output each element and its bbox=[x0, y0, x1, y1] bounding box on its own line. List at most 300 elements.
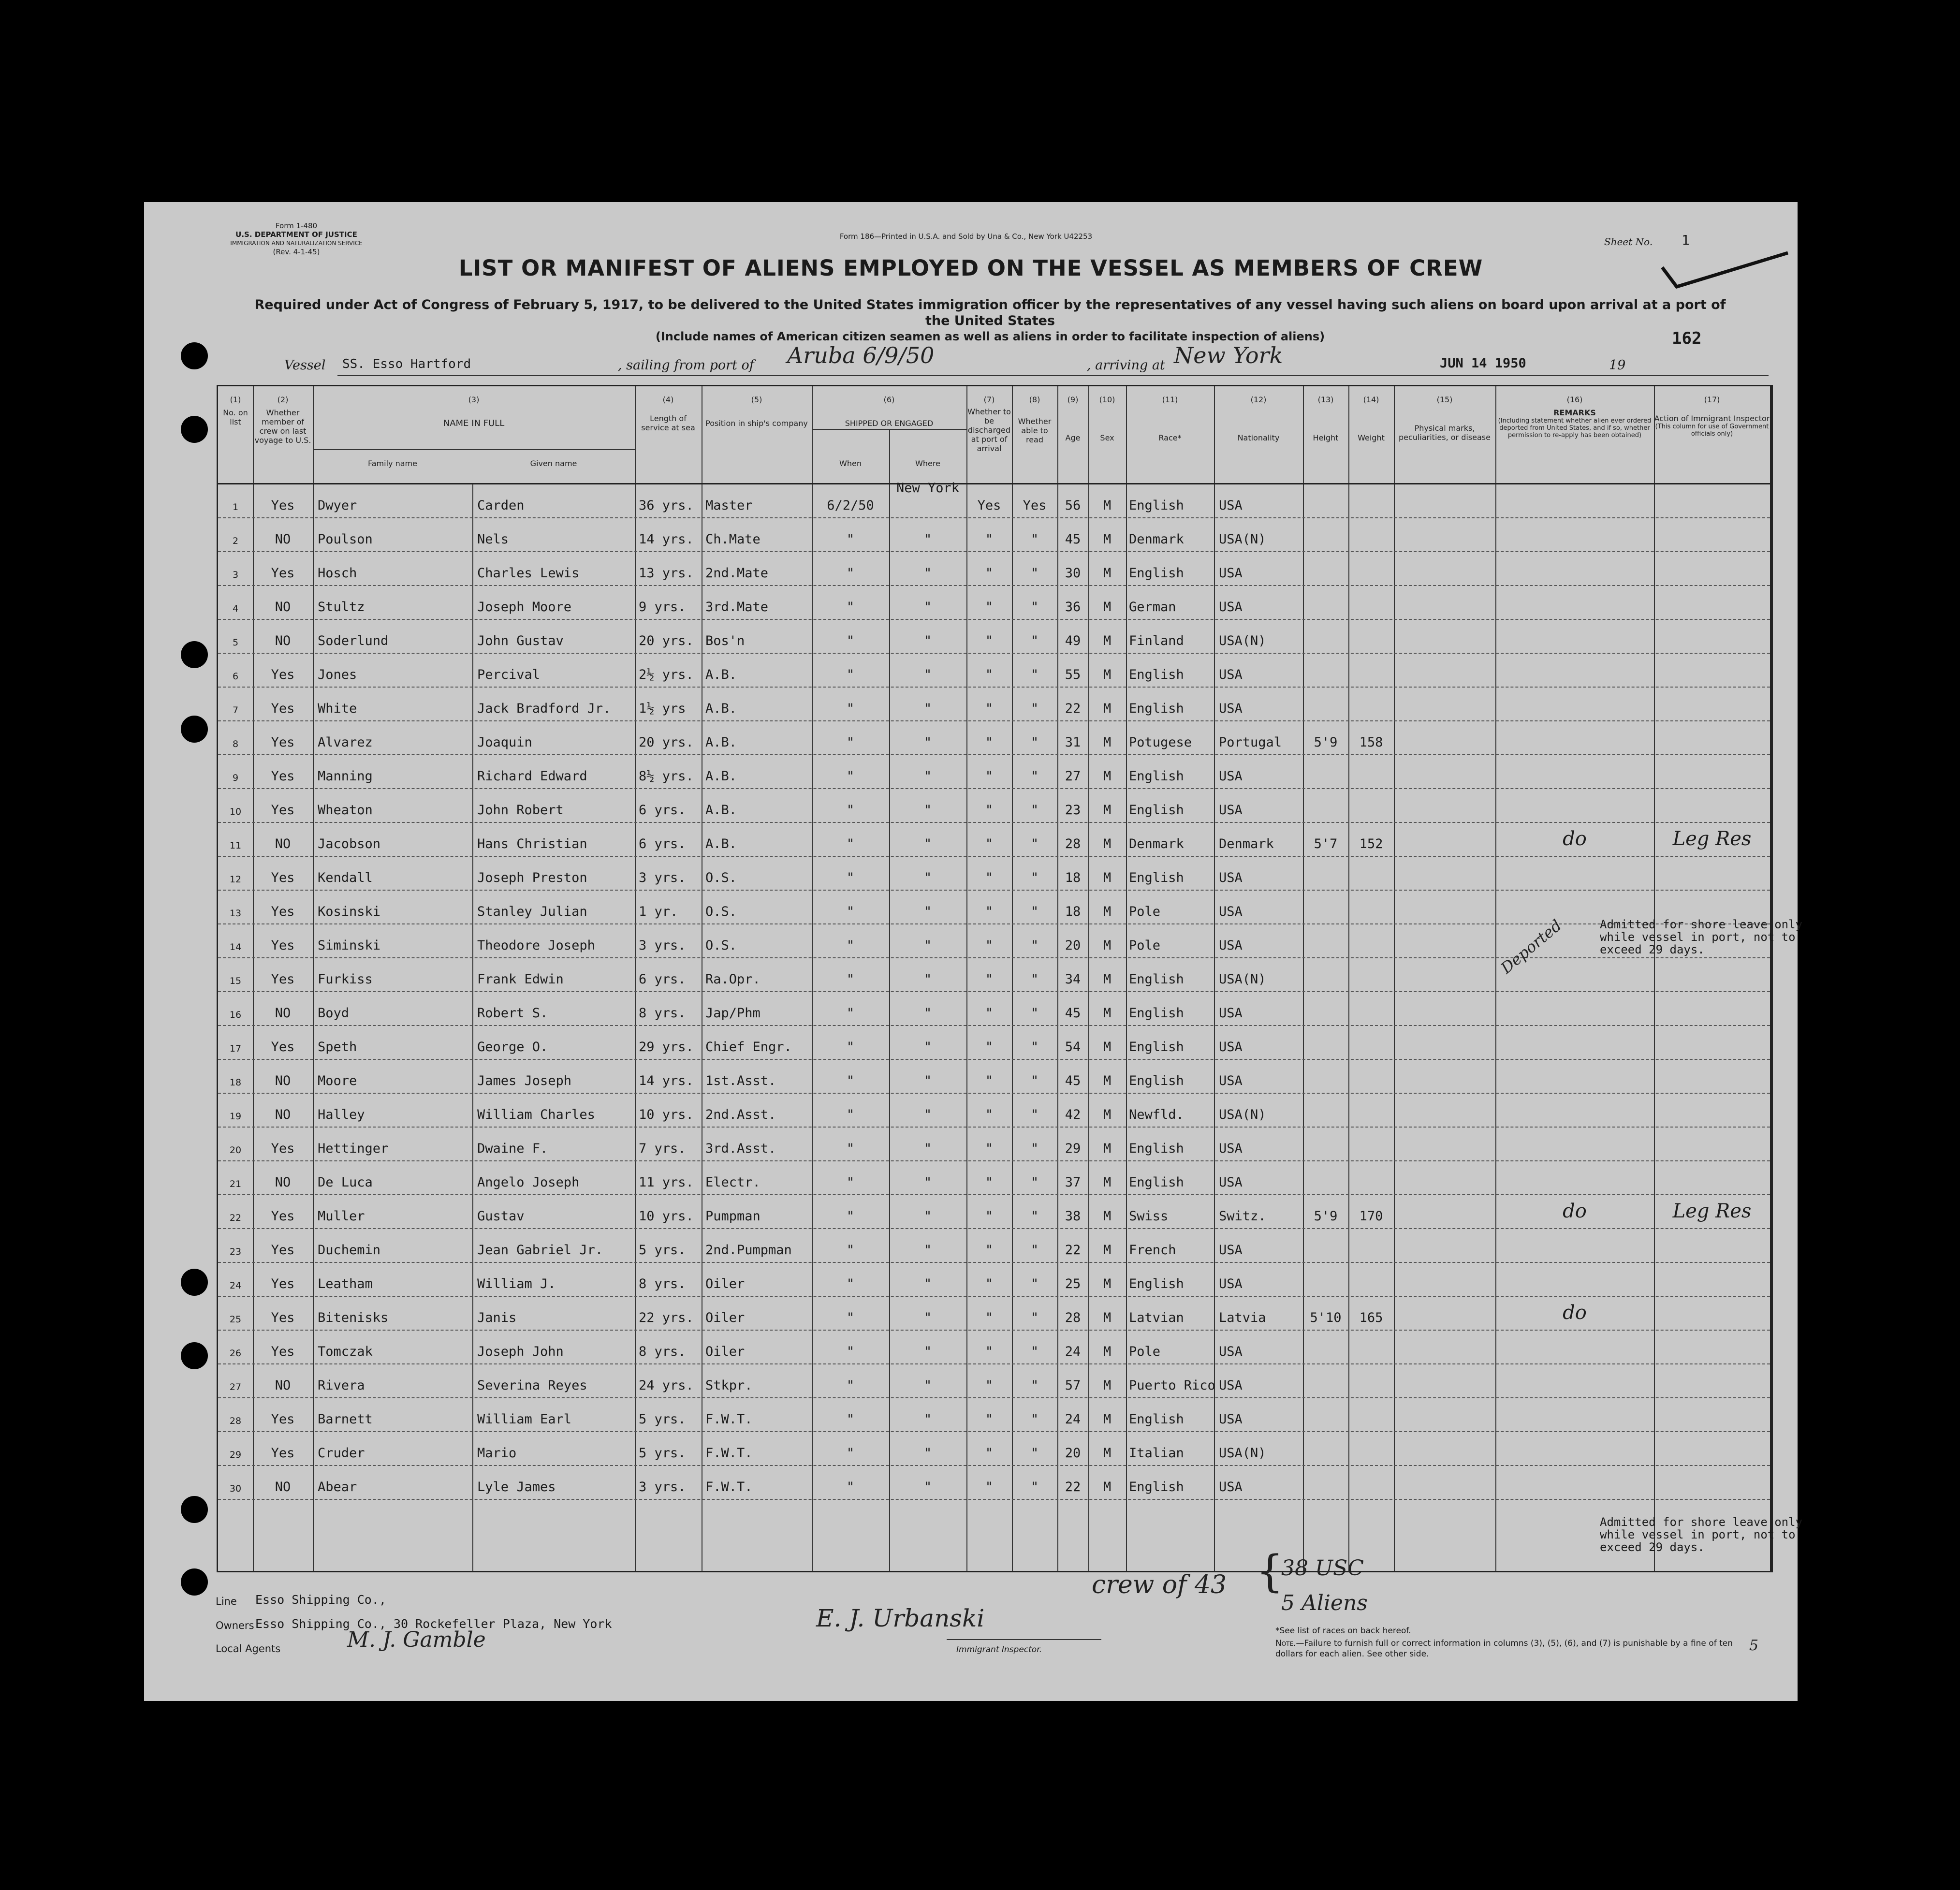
cell-where: " bbox=[923, 1344, 932, 1359]
cell-family: Tomczak bbox=[318, 1344, 373, 1359]
cell-read: " bbox=[1030, 566, 1039, 581]
cell-nationality: Denmark bbox=[1219, 836, 1274, 851]
col1-num: (1) bbox=[230, 395, 241, 404]
col9-label: Age bbox=[1065, 433, 1081, 442]
cell-nationality: USA bbox=[1219, 769, 1243, 784]
cell-no: 15 bbox=[229, 976, 242, 986]
vessel-name: SS. Esso Hartford bbox=[342, 357, 471, 371]
cell-discharged: " bbox=[985, 1006, 994, 1021]
stamp-number: 162 bbox=[1672, 329, 1702, 348]
cell-age: 29 bbox=[1065, 1141, 1081, 1156]
owners-value: Esso Shipping Co., 30 Rockefeller Plaza, New York bbox=[255, 1617, 612, 1631]
signature-line bbox=[947, 1639, 1101, 1640]
cell-race: English bbox=[1129, 1412, 1184, 1427]
cell-prev: Yes bbox=[271, 1276, 295, 1291]
cell-when: " bbox=[846, 870, 855, 885]
cell-discharged: " bbox=[985, 1141, 994, 1156]
cell-age: 45 bbox=[1065, 1006, 1081, 1021]
cell-age: 45 bbox=[1065, 1073, 1081, 1088]
cell-service: 8 yrs. bbox=[639, 1344, 686, 1359]
cell-nationality: USA bbox=[1219, 938, 1243, 953]
races-note: *See list of races on back hereof. bbox=[1275, 1626, 1411, 1636]
cell-sex: M bbox=[1103, 1344, 1112, 1359]
table-row bbox=[218, 1128, 1770, 1161]
cell-service: 29 yrs. bbox=[639, 1040, 694, 1055]
cell-nationality: USA bbox=[1219, 1243, 1243, 1258]
cell-weight: 170 bbox=[1359, 1209, 1383, 1224]
form-header-block bbox=[207, 221, 386, 256]
cell-age: 20 bbox=[1065, 1446, 1081, 1461]
col11-label: Race* bbox=[1158, 433, 1182, 442]
page-title: LIST OR MANIFEST OF ALIENS EMPLOYED ON THE VESSEL AS MEMBERS OF CREW bbox=[458, 255, 1483, 281]
cell-age: 20 bbox=[1065, 938, 1081, 953]
col12-label: Nationality bbox=[1237, 433, 1280, 442]
cell-where: New York bbox=[896, 481, 960, 496]
corner-mark: 5 bbox=[1749, 1637, 1759, 1654]
cell-sex: M bbox=[1103, 566, 1112, 581]
punch-hole bbox=[181, 1496, 208, 1523]
cell-no: 6 bbox=[232, 671, 239, 682]
cell-race: Latvian bbox=[1129, 1310, 1184, 1325]
table-row bbox=[218, 1094, 1770, 1128]
cell-service: 2½ yrs. bbox=[639, 667, 694, 682]
cell-sex: M bbox=[1103, 1107, 1112, 1122]
cell-age: 22 bbox=[1065, 1243, 1081, 1258]
cell-read: " bbox=[1030, 1446, 1039, 1461]
cell-sex: M bbox=[1103, 600, 1112, 615]
cell-weight: 165 bbox=[1359, 1310, 1383, 1325]
cell-given: William Charles bbox=[477, 1107, 595, 1122]
cell-discharged: " bbox=[985, 633, 994, 648]
cell-sex: M bbox=[1103, 1243, 1112, 1258]
cell-race: English bbox=[1129, 870, 1184, 885]
cell-where: " bbox=[923, 1209, 932, 1224]
deported-note: Deported bbox=[1497, 916, 1565, 978]
cell-when: " bbox=[846, 1073, 855, 1088]
cell-given: William J. bbox=[477, 1276, 556, 1291]
cell-age: 57 bbox=[1065, 1378, 1081, 1393]
agents-signature: M. J. Gamble bbox=[347, 1627, 486, 1652]
cell-family: Jacobson bbox=[318, 836, 381, 851]
cell-no: 17 bbox=[229, 1043, 242, 1054]
cell-prev: NO bbox=[275, 1175, 291, 1190]
cell-service: 6 yrs. bbox=[639, 972, 686, 987]
cell-position: A.B. bbox=[705, 735, 737, 750]
cell-discharged: " bbox=[985, 1209, 994, 1224]
col2-label: Whether member of crew on last voyage to U.S. bbox=[254, 408, 311, 445]
cell-when: " bbox=[846, 1276, 855, 1291]
cell-sex: M bbox=[1103, 1378, 1112, 1393]
table-row bbox=[218, 755, 1770, 789]
cell-prev: Yes bbox=[271, 904, 295, 919]
line-value: Esso Shipping Co., bbox=[255, 1593, 386, 1607]
cell-given: Dwaine F. bbox=[477, 1141, 548, 1156]
cell-remarks: do bbox=[1563, 1200, 1587, 1222]
cell-age: 34 bbox=[1065, 972, 1081, 987]
date-stamp: JUN 14 1950 bbox=[1440, 356, 1526, 371]
col2-num: (2) bbox=[277, 395, 289, 404]
cell-service: 20 yrs. bbox=[639, 735, 694, 750]
cell-read: Yes bbox=[1023, 498, 1047, 513]
cell-position: 2nd.Asst. bbox=[705, 1107, 776, 1122]
cell-where: " bbox=[923, 1378, 932, 1393]
table-row bbox=[218, 1263, 1770, 1297]
cell-discharged: " bbox=[985, 1344, 994, 1359]
cell-nationality: Latvia bbox=[1219, 1310, 1266, 1325]
cell-race: Italian bbox=[1129, 1446, 1184, 1461]
cell-given: Severina Reyes bbox=[477, 1378, 587, 1393]
cell-when: " bbox=[846, 532, 855, 547]
col7-num: (7) bbox=[983, 395, 995, 404]
col3-num: (3) bbox=[468, 395, 480, 404]
cell-discharged: " bbox=[985, 870, 994, 885]
cell-age: 25 bbox=[1065, 1276, 1081, 1291]
cell-when: " bbox=[846, 633, 855, 648]
cell-position: F.W.T. bbox=[705, 1446, 753, 1461]
table-row bbox=[218, 1026, 1770, 1060]
col4-num: (4) bbox=[662, 395, 674, 404]
cell-discharged: " bbox=[985, 532, 994, 547]
inspector-label: Immigrant Inspector. bbox=[956, 1645, 1042, 1655]
cell-height: 5'7 bbox=[1314, 836, 1338, 851]
cell-read: " bbox=[1030, 1243, 1039, 1258]
cell-nationality: USA bbox=[1219, 904, 1243, 919]
cell-given: Richard Edward bbox=[477, 769, 587, 784]
cell-read: " bbox=[1030, 904, 1039, 919]
cell-family: Duchemin bbox=[318, 1243, 381, 1258]
cell-age: 45 bbox=[1065, 532, 1081, 547]
cell-position: Electr. bbox=[705, 1175, 761, 1190]
cell-position: A.B. bbox=[705, 803, 737, 818]
table-row bbox=[218, 789, 1770, 823]
cell-read: " bbox=[1030, 1344, 1039, 1359]
cell-discharged: " bbox=[985, 1310, 994, 1325]
cell-read: " bbox=[1030, 938, 1039, 953]
cell-race: Pole bbox=[1129, 938, 1161, 953]
col15-num: (15) bbox=[1436, 395, 1453, 404]
cell-position: O.S. bbox=[705, 870, 737, 885]
crew-aliens-note: 5 Aliens bbox=[1281, 1591, 1368, 1615]
cell-nationality: USA(N) bbox=[1219, 532, 1266, 547]
cell-age: 18 bbox=[1065, 904, 1081, 919]
cell-read: " bbox=[1030, 1276, 1039, 1291]
cell-no: 7 bbox=[232, 705, 239, 716]
table-row bbox=[218, 620, 1770, 654]
cell-sex: M bbox=[1103, 1412, 1112, 1427]
cell-prev: NO bbox=[275, 1107, 291, 1122]
cell-no: 27 bbox=[229, 1382, 242, 1392]
cell-race: English bbox=[1129, 1040, 1184, 1055]
arriving-port: New York bbox=[1174, 342, 1283, 368]
cell-prev: Yes bbox=[271, 972, 295, 987]
cell-sex: M bbox=[1103, 1006, 1112, 1021]
sheet-label: Sheet No. bbox=[1604, 236, 1653, 248]
cell-given: Angelo Joseph bbox=[477, 1175, 580, 1190]
cell-prev: Yes bbox=[271, 870, 295, 885]
cell-race: Pole bbox=[1129, 904, 1161, 919]
note-label: Note. bbox=[1275, 1639, 1296, 1648]
cell-where: " bbox=[923, 1073, 932, 1088]
cell-discharged: " bbox=[985, 972, 994, 987]
cell-position: Bos'n bbox=[705, 633, 745, 648]
cell-given: Jack Bradford Jr. bbox=[477, 701, 611, 716]
inspector-signature: E. J. Urbanski bbox=[816, 1604, 985, 1632]
brace-mark: { bbox=[1256, 1546, 1284, 1597]
cell-sex: M bbox=[1103, 1141, 1112, 1156]
cell-where: " bbox=[923, 1006, 932, 1021]
table-row bbox=[218, 992, 1770, 1026]
cell-read: " bbox=[1030, 1175, 1039, 1190]
cell-nationality: USA(N) bbox=[1219, 633, 1266, 648]
table-row bbox=[218, 1466, 1770, 1500]
cell-position: Oiler bbox=[705, 1344, 745, 1359]
sailing-label: , sailing from port of bbox=[618, 358, 754, 373]
table-row bbox=[218, 1398, 1770, 1432]
cell-service: 8 yrs. bbox=[639, 1276, 686, 1291]
cell-age: 28 bbox=[1065, 1310, 1081, 1325]
cell-family: Bitenisks bbox=[318, 1310, 389, 1325]
cell-no: 4 bbox=[232, 603, 239, 614]
col6-where-label: Where bbox=[915, 459, 940, 468]
cell-given: Hans Christian bbox=[477, 836, 587, 851]
table-row bbox=[218, 688, 1770, 721]
cell-sex: M bbox=[1103, 1276, 1112, 1291]
cell-given: Percival bbox=[477, 667, 541, 682]
cell-nationality: USA bbox=[1219, 600, 1243, 615]
cell-discharged: " bbox=[985, 1480, 994, 1494]
cell-read: " bbox=[1030, 769, 1039, 784]
cell-when: " bbox=[846, 1040, 855, 1055]
form-number: Form 1-480 bbox=[275, 221, 318, 230]
cell-position: A.B. bbox=[705, 836, 737, 851]
cell-nationality: USA bbox=[1219, 1141, 1243, 1156]
col16-label: REMARKS bbox=[1553, 408, 1596, 417]
subtitle: Required under Act of Congress of February 5, 1917, to be delivered to the United States immigration officer by the representatives of any vessel having such aliens on board upon arrival at a port of the United States bbox=[254, 297, 1726, 328]
cell-service: 10 yrs. bbox=[639, 1209, 694, 1224]
col6-when-label: When bbox=[839, 459, 862, 468]
cell-prev: Yes bbox=[271, 735, 295, 750]
cell-position: F.W.T. bbox=[705, 1412, 753, 1427]
cell-no: 26 bbox=[229, 1348, 242, 1359]
cell-nationality: USA(N) bbox=[1219, 1446, 1266, 1461]
cell-nationality: USA(N) bbox=[1219, 972, 1266, 987]
punch-hole bbox=[181, 416, 208, 443]
cell-no: 20 bbox=[229, 1145, 242, 1156]
cell-family: Hosch bbox=[318, 566, 357, 581]
cell-read: " bbox=[1030, 600, 1039, 615]
cell-prev: NO bbox=[275, 600, 291, 615]
service-name: IMMIGRATION AND NATURALIZATION SERVICE bbox=[230, 240, 363, 247]
cell-family: Alvarez bbox=[318, 735, 373, 750]
cell-given: Joseph Moore bbox=[477, 600, 572, 615]
cell-where: " bbox=[923, 735, 932, 750]
cell-position: 2nd.Pumpman bbox=[705, 1243, 792, 1258]
cell-no: 14 bbox=[229, 942, 242, 952]
col16-sublabel: (Including statement whether alien ever ordered deported from United States, and if so, whether permission to re-apply has been obtained) bbox=[1498, 417, 1652, 439]
cell-read: " bbox=[1030, 1107, 1039, 1122]
cell-where: " bbox=[923, 1446, 932, 1461]
cell-height: 5'10 bbox=[1310, 1310, 1342, 1325]
cell-position: Ch.Mate bbox=[705, 532, 761, 547]
cell-service: 6 yrs. bbox=[639, 836, 686, 851]
printer-line: Form 186—Printed in U.S.A. and Sold by Una & Co., New York U42253 bbox=[839, 232, 1093, 241]
table-row bbox=[218, 823, 1770, 857]
cell-where: " bbox=[923, 836, 932, 851]
cell-when: " bbox=[846, 1209, 855, 1224]
cell-discharged: " bbox=[985, 735, 994, 750]
cell-age: 56 bbox=[1065, 498, 1081, 513]
cell-given: Stanley Julian bbox=[477, 904, 587, 919]
note-text: —Failure to furnish full or correct information in columns (3), (5), (6), and (7) is punishable by a fine of ten dollars for each alien. See other side. bbox=[1275, 1639, 1733, 1659]
cell-discharged: " bbox=[985, 1276, 994, 1291]
col1-label: No. on list bbox=[223, 408, 248, 426]
sailing-port: Aruba 6/9/50 bbox=[787, 342, 935, 368]
cell-when: " bbox=[846, 836, 855, 851]
cell-read: " bbox=[1030, 1040, 1039, 1055]
cell-when: " bbox=[846, 904, 855, 919]
cell-where: " bbox=[923, 1243, 932, 1258]
col6-label: SHIPPED OR ENGAGED bbox=[845, 419, 934, 428]
cell-age: 24 bbox=[1065, 1344, 1081, 1359]
cell-no: 2 bbox=[232, 536, 239, 546]
cell-prev: NO bbox=[275, 1480, 291, 1494]
table-row bbox=[218, 1195, 1770, 1229]
cell-height: 5'9 bbox=[1314, 1209, 1338, 1224]
cell-where: " bbox=[923, 803, 932, 818]
cell-read: " bbox=[1030, 701, 1039, 716]
cell-when: " bbox=[846, 1310, 855, 1325]
cell-weight: 158 bbox=[1359, 735, 1383, 750]
cell-race: Finland bbox=[1129, 633, 1184, 648]
cell-where: " bbox=[923, 938, 932, 953]
cell-sex: M bbox=[1103, 1310, 1112, 1325]
cell-prev: Yes bbox=[271, 1344, 295, 1359]
cell-service: 14 yrs. bbox=[639, 1073, 694, 1088]
cell-race: French bbox=[1129, 1243, 1176, 1258]
cell-read: " bbox=[1030, 972, 1039, 987]
col3-family-label: Family name bbox=[368, 459, 417, 468]
cell-given: Robert S. bbox=[477, 1006, 548, 1021]
cell-service: 6 yrs. bbox=[639, 803, 686, 818]
vessel-underline bbox=[337, 375, 1769, 376]
cell-race: Denmark bbox=[1129, 836, 1184, 851]
cell-when: " bbox=[846, 600, 855, 615]
cell-given: Mario bbox=[477, 1446, 517, 1461]
cell-no: 5 bbox=[232, 637, 239, 648]
cell-family: Hettinger bbox=[318, 1141, 389, 1156]
cell-race: English bbox=[1129, 701, 1184, 716]
cell-no: 3 bbox=[232, 570, 239, 580]
cell-given: Charles Lewis bbox=[477, 566, 580, 581]
cell-no: 21 bbox=[229, 1179, 242, 1189]
cell-nationality: USA bbox=[1219, 1175, 1243, 1190]
punch-hole bbox=[181, 1342, 208, 1369]
table-row bbox=[218, 1297, 1770, 1331]
cell-where: " bbox=[923, 532, 932, 547]
cell-prev: Yes bbox=[271, 1446, 295, 1461]
cell-no: 10 bbox=[229, 806, 242, 817]
cell-position: A.B. bbox=[705, 667, 737, 682]
manifest-table bbox=[217, 385, 1803, 1572]
col13-label: Height bbox=[1313, 433, 1339, 442]
cell-family: Abear bbox=[318, 1480, 357, 1494]
cell-when: " bbox=[846, 667, 855, 682]
col16-num: (16) bbox=[1566, 395, 1583, 404]
col4-label: Length of service at sea bbox=[641, 414, 695, 432]
cell-sex: M bbox=[1103, 769, 1112, 784]
cell-prev: Yes bbox=[271, 667, 295, 682]
arriving-label: , arriving at bbox=[1087, 358, 1165, 373]
cell-nationality: USA bbox=[1219, 667, 1243, 682]
cell-race: English bbox=[1129, 1480, 1184, 1494]
cell-age: 38 bbox=[1065, 1209, 1081, 1224]
cell-race: Potugese bbox=[1129, 735, 1192, 750]
cell-given: Gustav bbox=[477, 1209, 525, 1224]
cell-when: " bbox=[846, 938, 855, 953]
cell-discharged: " bbox=[985, 904, 994, 919]
cell-service: 5 yrs. bbox=[639, 1243, 686, 1258]
cell-where: " bbox=[923, 1480, 932, 1494]
cell-no: 11 bbox=[229, 840, 242, 851]
cell-age: 27 bbox=[1065, 769, 1081, 784]
cell-family: White bbox=[318, 701, 357, 716]
cell-discharged: " bbox=[985, 1446, 994, 1461]
cell-height: 5'9 bbox=[1314, 735, 1338, 750]
cell-discharged: " bbox=[985, 600, 994, 615]
cell-when: " bbox=[846, 1006, 855, 1021]
table-row bbox=[218, 654, 1770, 688]
cell-when: " bbox=[846, 1141, 855, 1156]
cell-read: " bbox=[1030, 1209, 1039, 1224]
cell-given: Janis bbox=[477, 1310, 517, 1325]
cell-nationality: USA bbox=[1219, 1480, 1243, 1494]
cell-service: 1 yr. bbox=[639, 904, 678, 919]
cell-nationality: USA bbox=[1219, 498, 1243, 513]
cell-family: Soderlund bbox=[318, 633, 389, 648]
cell-family: Barnett bbox=[318, 1412, 373, 1427]
cell-race: English bbox=[1129, 566, 1184, 581]
cell-service: 11 yrs. bbox=[639, 1175, 694, 1190]
cell-prev: Yes bbox=[271, 1310, 295, 1325]
cell-age: 30 bbox=[1065, 566, 1081, 581]
cell-family: Halley bbox=[318, 1107, 365, 1122]
cell-given: Joseph John bbox=[477, 1344, 564, 1359]
cell-age: 37 bbox=[1065, 1175, 1081, 1190]
cell-given: Theodore Joseph bbox=[477, 938, 595, 953]
cell-race: Pole bbox=[1129, 1344, 1161, 1359]
col6-num: (6) bbox=[883, 395, 895, 404]
cell-age: 55 bbox=[1065, 667, 1081, 682]
line-label: Line bbox=[216, 1596, 237, 1607]
cell-service: 1½ yrs bbox=[639, 701, 686, 716]
cell-read: " bbox=[1030, 667, 1039, 682]
cell-service: 3 yrs. bbox=[639, 870, 686, 885]
cell-prev: NO bbox=[275, 836, 291, 851]
cell-read: " bbox=[1030, 803, 1039, 818]
cell-age: 23 bbox=[1065, 803, 1081, 818]
cell-family: Siminski bbox=[318, 938, 381, 953]
cell-where: " bbox=[923, 972, 932, 987]
table-row bbox=[218, 721, 1770, 755]
cell-where: " bbox=[923, 1276, 932, 1291]
cell-service: 3 yrs. bbox=[639, 938, 686, 953]
cell-family: Manning bbox=[318, 769, 373, 784]
cell-nationality: USA bbox=[1219, 1412, 1243, 1427]
cell-action: Leg Res bbox=[1672, 1200, 1752, 1222]
cell-where: " bbox=[923, 701, 932, 716]
cell-sex: M bbox=[1103, 532, 1112, 547]
cell-no: 18 bbox=[229, 1077, 242, 1088]
